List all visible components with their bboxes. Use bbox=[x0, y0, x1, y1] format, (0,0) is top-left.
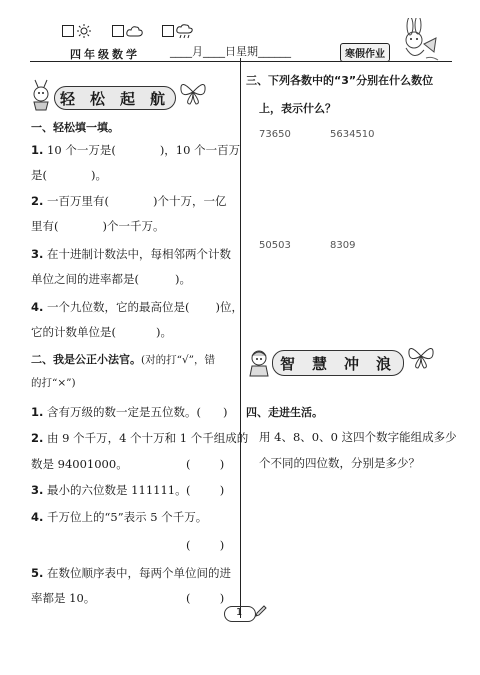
s1-q1-text2: )，10 个一百万 bbox=[159, 143, 241, 157]
section4-line2: 个不同的四位数，分别是多少？ bbox=[259, 456, 420, 470]
column-divider bbox=[240, 58, 241, 618]
s1-q2-text2: )个十万，一亿 bbox=[153, 194, 227, 208]
s1-q2-text4: )个一千万。 bbox=[102, 219, 165, 233]
s1-q4-line2 bbox=[31, 325, 172, 339]
s1-q1-text4: )。 bbox=[91, 168, 107, 182]
s2-q1 bbox=[31, 405, 228, 419]
s1-q1-number: 1. bbox=[31, 143, 44, 157]
s1-q4-number: 4. bbox=[31, 300, 44, 314]
banner-char-2: 松 bbox=[90, 90, 110, 108]
butterfly-icon bbox=[178, 78, 208, 106]
sun-icon bbox=[77, 24, 91, 38]
weather-checkboxes bbox=[62, 24, 202, 38]
s1-q1-line2 bbox=[31, 168, 107, 182]
banner-char-1: 智 bbox=[280, 355, 300, 373]
s2-q3-text: 最小的六位数是 111111。 bbox=[47, 483, 187, 497]
s2-q3 bbox=[31, 483, 187, 497]
header-rule bbox=[30, 61, 452, 62]
s1-q2-text3: 里有( bbox=[31, 219, 59, 233]
section4-line1: 用 4、8、0、0 这四个数字能组成多少 bbox=[259, 430, 457, 444]
s1-q3-line2 bbox=[31, 272, 191, 286]
butterfly-icon bbox=[406, 342, 436, 372]
s2-q4 bbox=[31, 510, 207, 524]
section2-note-line2: 的打“×”) bbox=[31, 377, 76, 389]
s2-q3-number: 3. bbox=[31, 483, 44, 497]
section4-title: 四、走进生活。 bbox=[246, 406, 323, 419]
number-5634510: 5634510 bbox=[330, 129, 375, 140]
s1-q2-line2 bbox=[31, 219, 165, 233]
section3-title: 三、下列各数中的“3”分别在什么数位 bbox=[246, 74, 434, 87]
date-fields: ____月____日星期______ bbox=[170, 45, 291, 58]
banner-char-3: 起 bbox=[120, 90, 140, 108]
s1-q1-line1 bbox=[31, 143, 240, 157]
s1-q3-text3: )。 bbox=[175, 272, 191, 286]
s1-q3-text1: 在十进制计数法中，每相邻两个计数 bbox=[47, 247, 232, 261]
bee-mascot-icon bbox=[28, 78, 56, 112]
s2-q2-paren[interactable]: ( ) bbox=[186, 457, 225, 471]
section2-heading bbox=[31, 352, 215, 367]
s2-q4-text: 千万位上的“5”表示 5 个千万。 bbox=[47, 510, 208, 524]
checkbox-rain[interactable] bbox=[162, 25, 174, 37]
s1-q4-text4: )。 bbox=[156, 325, 172, 339]
banner-char-1: 轻 bbox=[60, 90, 80, 108]
number-50503: 50503 bbox=[259, 240, 291, 251]
s1-q3-text2: 单位之间的进率都是( bbox=[31, 272, 139, 286]
s2-q2-number: 2. bbox=[31, 431, 44, 445]
banner-char-4: 浪 bbox=[376, 355, 396, 373]
badge-label: 寒假作业 bbox=[340, 43, 390, 62]
cloud-icon bbox=[126, 25, 144, 38]
banner-char-4: 航 bbox=[150, 90, 170, 108]
page-number: 1 bbox=[236, 607, 243, 618]
s1-q2-number: 2. bbox=[31, 194, 44, 208]
section2-note: (对的打“√”，错 bbox=[141, 354, 216, 366]
number-8309: 8309 bbox=[330, 240, 356, 251]
s2-q1-end: ) bbox=[223, 405, 228, 419]
section1-title: 一、轻松填一填。 bbox=[31, 121, 119, 134]
s2-q3-paren[interactable]: ( ) bbox=[186, 483, 225, 497]
s2-q4-paren[interactable]: ( ) bbox=[186, 538, 225, 552]
s2-q5-number: 5. bbox=[31, 566, 44, 580]
s2-q1-text: 含有万级的数一定是五位数。( bbox=[47, 405, 202, 419]
banner-wisdom-surf bbox=[246, 340, 446, 384]
s2-q5-paren[interactable]: ( ) bbox=[186, 591, 225, 605]
s2-q2-line1 bbox=[31, 431, 248, 445]
s2-q5-line2: 率都是 10。 bbox=[31, 591, 96, 605]
section3-title-line2: 上，表示什么？ bbox=[259, 102, 336, 115]
s1-q3-number: 3. bbox=[31, 247, 44, 261]
page-number-badge bbox=[224, 604, 268, 622]
s1-q4-text1: 一个九位数，它的最高位是( bbox=[47, 300, 190, 314]
s1-q1-text1: 10 个一万是( bbox=[47, 143, 116, 157]
banner-char-3: 冲 bbox=[344, 355, 364, 373]
s1-q4-text3: 它的计数单位是( bbox=[31, 325, 116, 339]
number-73650: 73650 bbox=[259, 129, 291, 140]
s2-q2-line2: 数是 94001000。 bbox=[31, 457, 128, 471]
s1-q3-line1 bbox=[31, 247, 231, 261]
s1-q1-text3: 是( bbox=[31, 168, 47, 182]
rain-cloud-icon bbox=[176, 24, 194, 39]
rabbit-mascot-icon bbox=[396, 18, 440, 64]
s1-q2-text1: 一百万里有( bbox=[47, 194, 110, 208]
s2-q2-text1: 由 9 个千万，4 个十万和 1 个千组成的 bbox=[47, 431, 249, 445]
s1-q4-line1 bbox=[31, 300, 243, 314]
s1-q4-text2: )位， bbox=[215, 300, 244, 314]
checkbox-cloudy[interactable] bbox=[112, 25, 124, 37]
checkbox-sunny[interactable] bbox=[62, 25, 74, 37]
s2-q1-number: 1. bbox=[31, 405, 44, 419]
winter-homework-badge bbox=[340, 40, 438, 62]
s2-q4-number: 4. bbox=[31, 510, 44, 524]
banner-easy-start bbox=[28, 72, 208, 116]
boy-mascot-icon bbox=[246, 346, 272, 378]
banner-char-2: 慧 bbox=[312, 355, 332, 373]
course-title: 四年级数学 bbox=[70, 48, 140, 61]
pencil-icon bbox=[254, 604, 268, 618]
s1-q2-line1 bbox=[31, 194, 227, 208]
s2-q5-line1 bbox=[31, 566, 231, 580]
s2-q5-text1: 在数位顺序表中，每两个单位间的进 bbox=[47, 566, 232, 580]
section2-title: 二、我是公正小法官。 bbox=[31, 353, 141, 366]
